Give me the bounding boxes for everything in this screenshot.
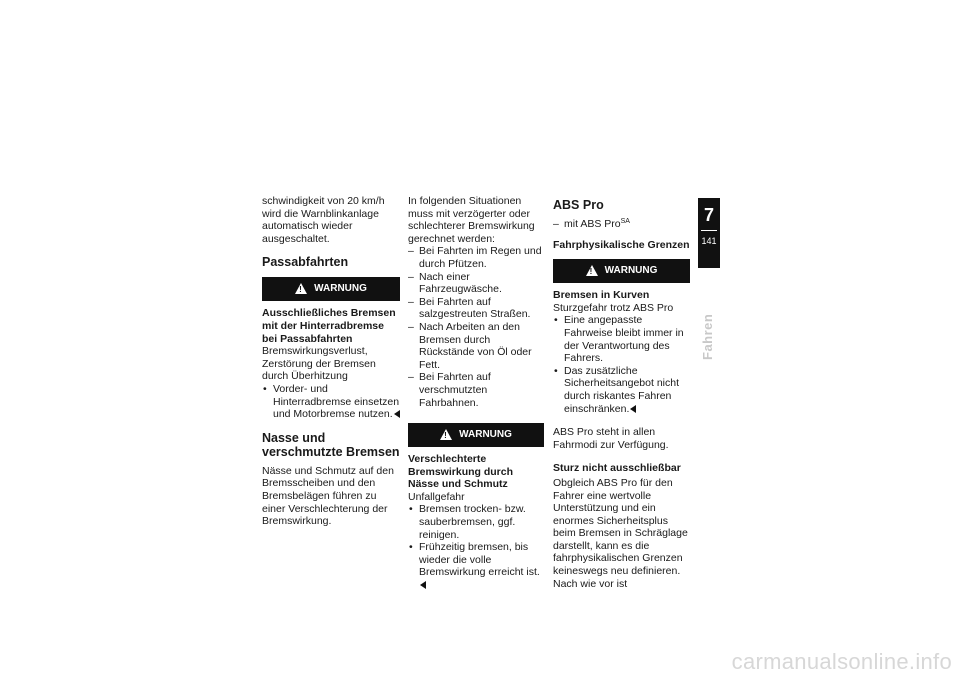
warning-bullets xyxy=(553,314,690,415)
column-2 xyxy=(408,195,544,592)
warning-bullets xyxy=(262,383,400,421)
warning-label: WARNUNG xyxy=(314,283,367,295)
warning-title: Bremsen in Kurven xyxy=(553,289,650,302)
list-item: – Bei Fahrten auf salzgestreuten Straßen. xyxy=(408,296,544,321)
paragraph: ABS Pro steht in allen Fahrmodi zur Verfügung. xyxy=(553,426,669,451)
section-title-passabfahrten: Passabfahrten xyxy=(262,255,349,270)
end-mark-icon xyxy=(630,405,636,413)
paragraph: Obgleich ABS Pro für den Fahrer eine wertvolle Unterstützung und ein enormes Sicherheitsplus beim Bremsen in Schräglage darstellt, kann es die fahrphysikalischen Grenzen keineswegs neu definieren. Nach wie vor ist xyxy=(553,476,688,590)
section-title-abs-pro: ABS Pro xyxy=(553,198,604,212)
section-text: Nässe und Schmutz auf den Bremsscheiben und den Bremsbelägen führen zu einer Verschlechterung der Bremswirkung. xyxy=(262,464,394,528)
chapter-tab xyxy=(698,198,720,268)
end-mark-icon xyxy=(394,410,400,418)
warning-text: Unfallgefahr xyxy=(408,490,465,503)
warning-label: WARNUNG xyxy=(459,428,512,440)
list-item: – Nach einer Fahrzeugwäsche. xyxy=(408,271,544,296)
col2-intro: In folgenden Situationen muss mit verzögerter oder schlechterer Bremswirkung gerechnet werden: xyxy=(408,195,535,245)
subheading-grenzen: Fahrphysikalische Grenzen xyxy=(553,238,690,251)
warning-triangle-icon xyxy=(440,429,452,440)
column-1 xyxy=(262,195,400,528)
list-item: • Eine angepasste Fahrweise bleibt immer in der Verantwortung des Fahrers. xyxy=(553,314,690,364)
end-mark-icon xyxy=(420,581,426,589)
warning-triangle-icon xyxy=(295,283,307,294)
page-number: 141 xyxy=(701,236,717,246)
warning-text: Bremswirkungsverlust, Zerstörung der Bremsen durch Überhitzung xyxy=(262,345,376,383)
list-item: • Frühzeitig bremsen, bis wieder die volle Bremswirkung erreicht ist. xyxy=(408,541,544,591)
section-title-nasse-bremsen: Nasse und verschmutzte Bremsen xyxy=(262,430,400,459)
column-3 xyxy=(553,195,690,590)
option-superscript: SA xyxy=(620,218,630,225)
watermark: carmanualsonline.info xyxy=(731,649,952,674)
list-item: • Das zusätzliche Sicherheitsangebot nicht durch riskantes Fahren einschränken. xyxy=(553,365,690,415)
warning-text: Sturzgefahr trotz ABS Pro xyxy=(553,301,674,314)
subheading-sturz: Sturz nicht ausschließbar xyxy=(553,462,681,475)
list-item: • Bremsen trocken- bzw. sauberbremsen, ggf. reinigen. xyxy=(408,503,544,541)
warning-banner xyxy=(553,259,690,283)
warning-bullets xyxy=(408,503,544,591)
col1-intro: schwindigkeit von 20 km/h wird die Warnblinkanlage automatisch wieder ausgeschaltet. xyxy=(262,195,385,245)
list-item: • Vorder- und Hinterradbremse einsetzen und Motorbremse nutzen. xyxy=(262,383,400,421)
warning-triangle-icon xyxy=(586,265,598,276)
list-item: – mit ABS Pro$^{SA}$ xyxy=(553,218,690,231)
chapter-number: 7 xyxy=(703,205,714,225)
warning-banner xyxy=(408,423,544,447)
list-item: – Bei Fahrten auf verschmutzten Fahrbahnen. xyxy=(408,371,544,409)
option-list xyxy=(553,218,690,231)
warning-banner xyxy=(262,277,400,301)
situation-list xyxy=(408,245,544,409)
list-item: – Nach Arbeiten an den Bremsen durch Rückstände von Öl oder Fett. xyxy=(408,321,544,371)
warning-label: WARNUNG xyxy=(604,264,658,276)
list-item: – Bei Fahrten im Regen und durch Pfützen. xyxy=(408,245,544,270)
warning-title: Ausschließliches Bremsen mit der Hinterradbremse bei Passabfahrten xyxy=(262,307,396,345)
chapter-label: Fahren xyxy=(700,313,715,360)
warning-title: Verschlechterte Bremswirkung durch Nässe und Schmutz xyxy=(408,453,514,491)
